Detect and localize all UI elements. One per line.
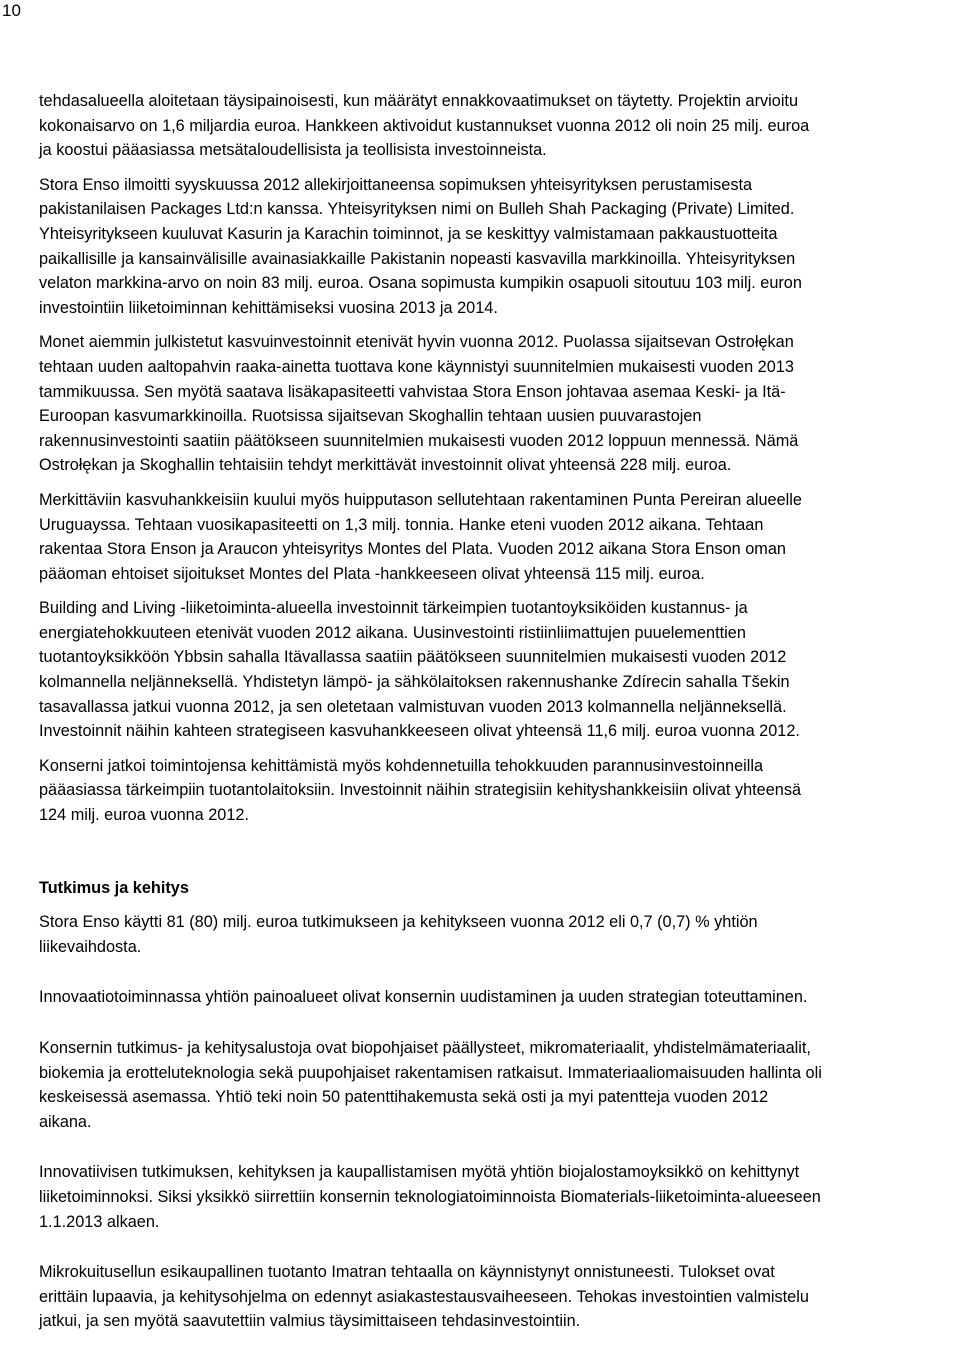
paragraph: [39, 1160, 960, 1234]
text-line: Monet aiemmin julkistetut kasvuinvestoinnit etenivät hyvin vuonna 2012. Puolassa sijaitsevan Ostrołękan: [39, 333, 794, 352]
text-line: pääoman ehtoiset sijoitukset Montes del Plata -hankkeeseen olivat yhteensä 115 milj. euroa.: [39, 564, 705, 583]
text-line: liiketoiminnoksi. Siksi yksikkö siirrettiin konsernin teknologiatoiminnoista Biomaterials-liiketoiminta-alueeseen: [39, 1187, 821, 1206]
paragraph: [39, 754, 960, 828]
text-line: liikevaihdosta.: [39, 937, 142, 956]
text-line: kokonaisarvo on 1,6 miljardia euroa. Hankkeen aktivoidut kustannukset vuonna 2012 oli noin 25 milj. euroa: [39, 116, 810, 135]
text-line: tasavallassa jatkui vuonna 2012, ja sen oletetaan valmistuvan vuoden 2013 kolmannella neljänneksellä.: [39, 697, 787, 716]
text-line: keskeisessä asemassa. Yhtiö teki noin 50 patenttihakemusta sekä osti ja myi patentteja vuoden 2012: [39, 1088, 769, 1107]
text-line: tammikuussa. Sen myötä saatava lisäkapasiteetti vahvistaa Stora Enson johtavaa asemaa Keski- ja Itä-: [39, 382, 786, 401]
text-line: Yhteisyritykseen kuuluvat Kasurin ja Karachin toiminnot, ja se keskittyy valmistamaan pakkaustuotteita: [39, 224, 778, 243]
text-line: Uruguayssa. Tehtaan vuosikapasiteetti on 1,3 milj. tonnia. Hanke eteni vuoden 2012 aikana. Tehtaan: [39, 515, 764, 534]
text-line: Euroopan kasvumarkkinoilla. Ruotsissa sijaitsevan Skoghallin tehtaan uusien puuvarastojen: [39, 407, 702, 426]
text-line: Innovatiivisen tutkimuksen, kehityksen ja kaupallistamisen myötä yhtiön biojalostamoyksikkö on kehittynyt: [39, 1163, 800, 1182]
text-line: aikana.: [39, 1112, 92, 1131]
document-body: [39, 89, 960, 1334]
text-line: paikallisille ja kansainvälisille avainasiakkaille Pakistanin nopeasti kasvavilla markkinoilla. Yhteisyrityksen: [39, 249, 796, 268]
paragraph: [39, 596, 960, 744]
paragraph: [39, 330, 960, 478]
section-paragraphs: [39, 910, 960, 1334]
text-line: rakennusinvestointi saatiin päätökseen suunnitelmien mukaisesti vuoden 2012 loppuun mennessä. Nämä: [39, 431, 799, 450]
text-line: Konsernin tutkimus- ja kehitysalustoja ovat biopohjaiset päällysteet, mikromateriaalit, yhdistelmämateriaalit,: [39, 1039, 811, 1057]
section-heading: Tutkimus ja kehitys: [39, 878, 189, 897]
page-number: 10: [2, 1, 21, 20]
text-line: tuotantoyksikköön Ybbsin sahalla Itävallassa saatiin päätökseen suunnitelmien mukaisesti vuoden 2012: [39, 648, 787, 667]
text-line: tehdasalueella aloitetaan täysipainoisesti, kun määrätyt ennakkovaatimukset on täytetty. Projektin arvioitu: [39, 92, 799, 110]
text-line: Stora Enso käytti 81 (80) milj. euroa tutkimukseen ja kehitykseen vuonna 2012 eli 0,7 (0,7) % yhtiön: [39, 913, 758, 932]
text-line: jatkui, ja sen myötä saavutettiin valmius täysimittaiseen tehdasinvestointiin.: [39, 1312, 581, 1331]
text-line: 1.1.2013 alkaen.: [39, 1212, 160, 1231]
text-line: Ostrołękan ja Skoghallin tehtaisiin tehdyt merkittävät investoinnit olivat yhteensä 228 milj. euroa.: [39, 456, 732, 475]
text-line: 124 milj. euroa vuonna 2012.: [39, 806, 249, 825]
text-line: kolmannella neljänneksellä. Yhdistetyn lämpö- ja sähkölaitoksen rakennushanke Zdírecin sahalla Tšekin: [39, 673, 790, 692]
text-line: Mikrokuitusellun esikaupallinen tuotanto Imatran tehtaalla on käynnistynyt onnistuneesti. Tulokset ovat: [39, 1263, 775, 1282]
text-line: tehtaan uuden aaltopahvin raaka-ainetta tuottava kone käynnistyi suunnitelmien mukaisesti vuoden 2013: [39, 357, 794, 376]
text-line: Investoinnit näihin kahteen strategiseen kasvuhankkeeseen olivat yhteensä 11,6 milj. euroa vuonna 2012.: [39, 722, 800, 741]
intro-paragraphs: [39, 89, 960, 828]
text-line: Innovaatiotoiminnassa yhtiön painoalueet olivat konsernin uudistaminen ja uuden strategian toteuttaminen.: [39, 988, 808, 1007]
text-line: pääasiassa tärkeimpiin tuotantolaitoksiin. Investoinnit näihin strategisiin kehityshankkeisiin olivat yhteensä: [39, 781, 802, 800]
text-line: energiatehokkuuteen etenivät vuoden 2012 aikana. Uusinvestointi ristiinliimattujen puuelementtien: [39, 623, 746, 642]
paragraph: [39, 488, 960, 586]
text-line: pakistanilaisen Packages Ltd:n kanssa. Yhteisyrityksen nimi on Bulleh Shah Packaging (Private) Limited.: [39, 200, 795, 219]
paragraph: [39, 173, 960, 321]
text-line: Merkittäviin kasvuhankkeisiin kuului myös huipputason sellutehtaan rakentaminen Punta Pereiran alueelle: [39, 490, 802, 509]
paragraph: [39, 89, 960, 163]
text-line: erittäin lupaavia, ja kehitysohjelma on edennyt asiakastestausvaiheeseen. Tehokas investointien valmistelu: [39, 1287, 809, 1306]
paragraph: [39, 1260, 960, 1334]
text-line: rakentaa Stora Enson ja Araucon yhteisyritys Montes del Plata. Vuoden 2012 aikana Stora Enson oman: [39, 540, 786, 559]
text-line: investointiin liiketoiminnan kehittämiseksi vuosina 2013 ja 2014.: [39, 298, 498, 317]
text-line: Stora Enso ilmoitti syyskuussa 2012 allekirjoittaneensa sopimuksen yhteisyrityksen perustamisesta: [39, 175, 753, 194]
paragraph: [39, 985, 960, 1010]
text-line: velaton markkina-arvo on noin 83 milj. euroa. Osana sopimusta kumpikin osapuoli sitoutuu 103 milj. euron: [39, 274, 802, 293]
paragraph: [39, 910, 960, 959]
text-line: biokemia ja erotteluteknologia sekä puupohjaiset rakentamisen ratkaisut. Immateriaaliomaisuuden hallinta oli: [39, 1063, 822, 1082]
paragraph: [39, 1036, 960, 1134]
text-line: ja koostui pääasiassa metsätaloudellisista ja teollisista investoinneista.: [39, 141, 547, 160]
text-line: Konserni jatkoi toimintojensa kehittämistä myös kohdennetuilla tehokkuuden parannusinvestoinneilla: [39, 756, 764, 775]
text-line: Building and Living -liiketoiminta-alueella investoinnit tärkeimpien tuotantoyksiköiden kustannus- ja: [39, 599, 748, 618]
